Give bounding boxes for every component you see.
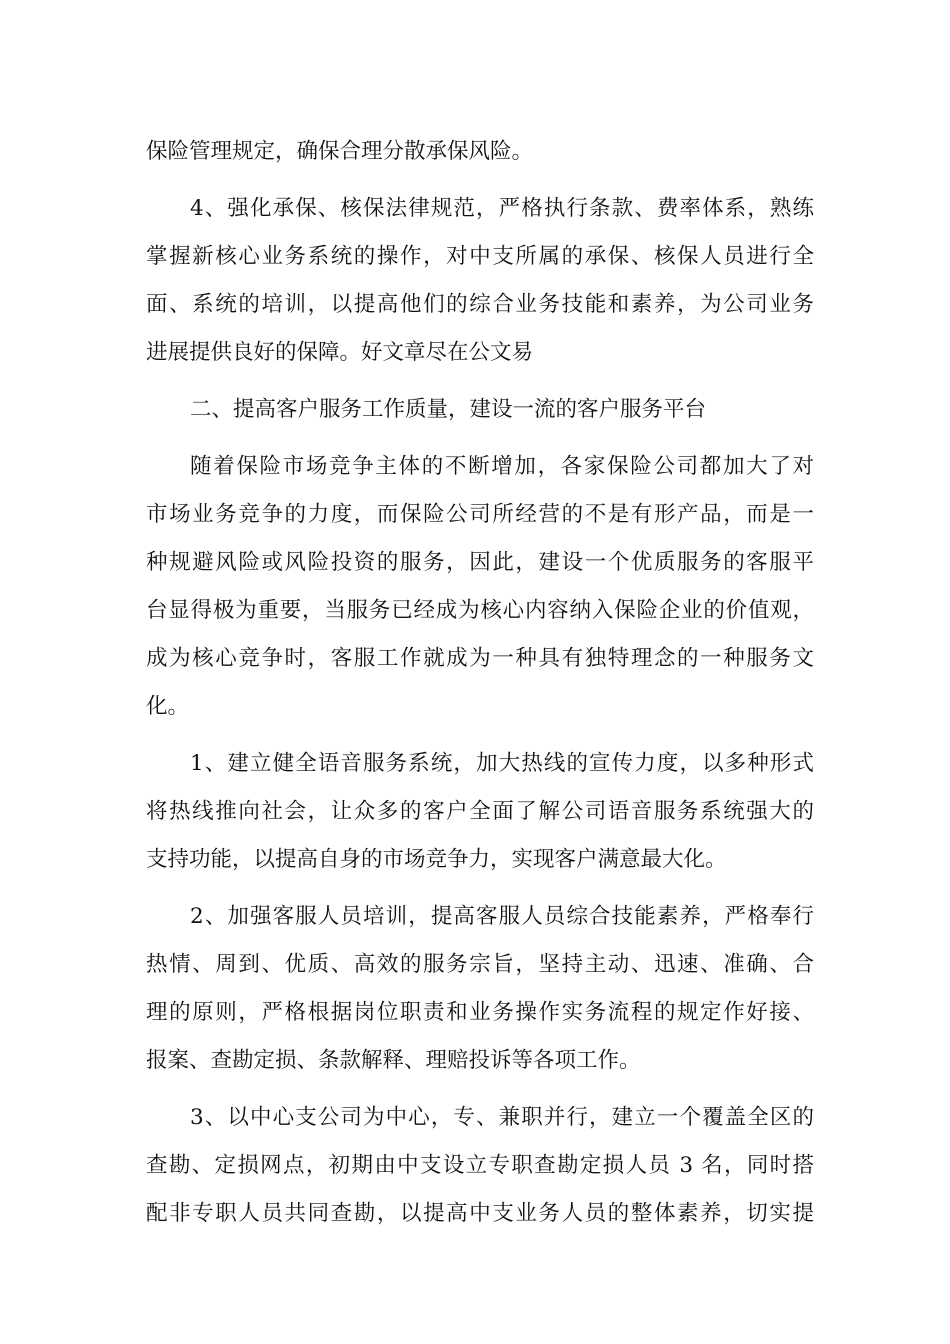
text-line: 掌握新核心业务系统的操作，对中支所属的承保、核保人员进行全 <box>146 244 814 269</box>
text-line: 进展提供良好的保障。好文章尽在公文易 <box>146 340 534 365</box>
text-line: 支持功能，以提高自身的市场竞争力，实现客户满意最大化。 <box>146 847 727 872</box>
text-line: 二、提高客户服务工作质量，建设一流的客户服务平台 <box>190 397 707 422</box>
text-line: 种规避风险或风险投资的服务，因此，建设一个优质服务的客服平 <box>146 550 814 575</box>
text-line: 1、建立健全语音服务系统，加大热线的宣传力度，以多种形式 <box>190 751 814 776</box>
text-line: 市场业务竞争的力度，而保险公司所经营的不是有形产品，而是一 <box>146 502 814 527</box>
text-line: 面、系统的培训，以提高他们的综合业务技能和素养，为公司业务 <box>146 292 814 317</box>
paragraph-item-4 <box>146 185 814 377</box>
text-line: 保险管理规定，确保合理分散承保风险。 <box>146 139 534 164</box>
document-body <box>146 128 814 1238</box>
paragraph-item-2 <box>146 893 814 1085</box>
paragraph-item-3 <box>146 1094 814 1238</box>
text-line: 台显得极为重要，当服务已经成为核心内容纳入保险企业的价值观， <box>146 598 814 623</box>
text-line: 2、加强客服人员培训，提高客服人员综合技能素养，严格奉行 <box>190 904 814 929</box>
section-heading <box>146 386 814 434</box>
text-line: 报案、查勘定损、条款解释、理赔投诉等各项工作。 <box>146 1048 641 1073</box>
paragraph-intro <box>146 443 814 731</box>
paragraph-continuation <box>146 128 814 176</box>
text-line: 将热线推向社会，让众多的客户全面了解公司语音服务系统强大的 <box>146 799 814 824</box>
text-line: 随着保险市场竞争主体的不断增加，各家保险公司都加大了对 <box>190 454 814 479</box>
text-line: 化。 <box>146 694 190 719</box>
text-line: 成为核心竞争时，客服工作就成为一种具有独特理念的一种服务文 <box>146 646 814 671</box>
paragraph-item-1 <box>146 740 814 884</box>
text-line: 查勘、定损网点，初期由中支设立专职查勘定损人员 3 名，同时搭 <box>146 1153 814 1178</box>
text-line: 3、以中心支公司为中心，专、兼职并行，建立一个覆盖全区的 <box>190 1105 814 1130</box>
text-line: 热情、周到、优质、高效的服务宗旨，坚持主动、迅速、准确、合 <box>146 952 814 977</box>
text-line: 理的原则，严格根据岗位职责和业务操作实务流程的规定作好接、 <box>146 1000 814 1025</box>
text-line: 配非专职人员共同查勘，以提高中支业务人员的整体素养，切实提 <box>146 1201 814 1226</box>
text-line: 4、强化承保、核保法律规范，严格执行条款、费率体系，熟练 <box>190 196 814 221</box>
